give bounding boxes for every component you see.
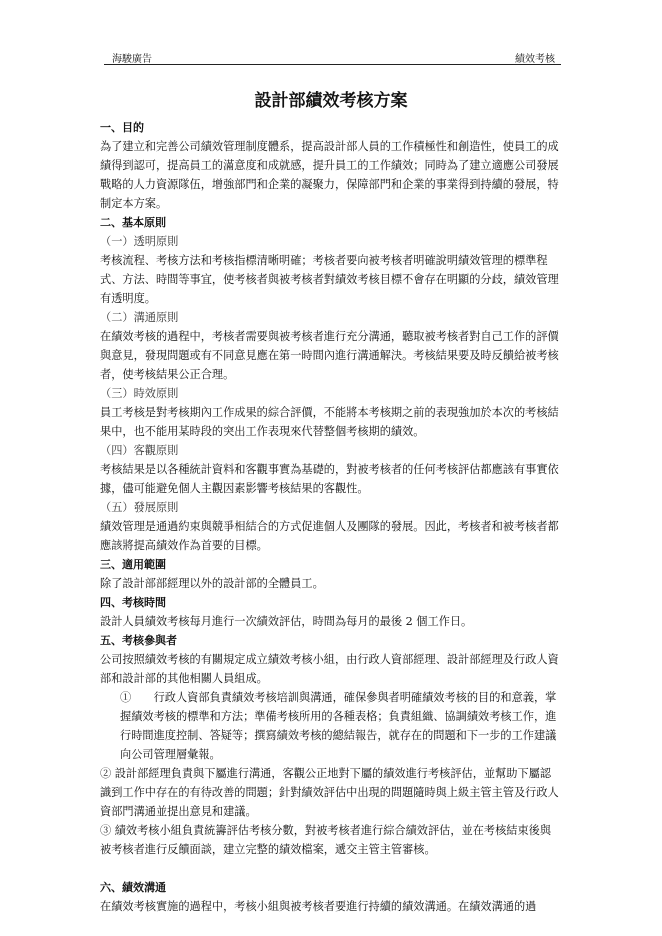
document-title: 設計部績效考核方案 <box>254 91 408 111</box>
section-heading-participants: 五、考核參與者 <box>100 634 177 647</box>
list-item-committee-duties: ③ 績效考核小組負責統籌評估考核分數，對被考核者進行綜合績效評估，並在考核結束後與被考核者進行反饋面談，建立完整的績效檔案，遞交主管主管審核。 <box>100 824 552 856</box>
header-company: 海駿廣告 <box>112 54 152 65</box>
list-item-hr-duties: ① 行政人資部負責績效考核培訓與溝通，確保參與者明確績效考核的目的和意義，掌握績效考核的標準和方法；準備考核所用的各種表格；負責組織、協調績效考核工作，進行時間進度控制、答疑等；撰寫績效考核的總結報告，就存在的問題和下一步的工作建議向公司管理層彙報。 <box>120 691 557 761</box>
paragraph-timing: 設計人員績效考核每月進行一次績效評估，時間為每月的最後 2 個工作日。 <box>100 615 473 628</box>
paragraph-timeliness: 員工考核是對考核期內工作成果的綜合評價，不能將本考核期之前的表現強加於本次的考核結果中，也不能用某時段的突出工作表現來代替整個考核期的績效。 <box>100 406 559 438</box>
header-doc-type: 績效考核 <box>515 54 555 65</box>
section-heading-communication: 六、績效溝通 <box>100 881 166 894</box>
paragraph-participants: 公司按照績效考核的有關規定成立績效考核小組，由行政人資部經理、設計部經理及行政人資部和設計部的其他相關人員組成。 <box>100 653 559 685</box>
spacer <box>100 859 562 878</box>
paragraph-development: 績效管理是通過約束與競爭相結合的方式促進個人及團隊的發展。因此，考核者和被考核者都應該將提高績效作為首要的目標。 <box>100 520 559 552</box>
section-heading-principles: 二、基本原則 <box>100 216 166 229</box>
paragraph-scope: 除了設計部部經理以外的設計部的全體員工。 <box>100 577 324 590</box>
paragraph-communication: 在績效考核的過程中，考核者需要與被考核者進行充分溝通，聽取被考核者對自己工作的評價與意見，發現問題或有不同意見應在第一時間內進行溝通解決。考核結果要及時反饋給被考核者，使考核結果公正合理。 <box>100 330 559 381</box>
paragraph-transparency: 考核流程、考核方法和考核指標清晰明確；考核者要向被考核者明確說明績效管理的標準程式、方法、時間等事宜，使考核者與被考核者對績效考核目標不會存在明顯的分歧，績效管理有透明度。 <box>100 254 559 305</box>
paragraph-objectivity: 考核結果是以各種統計資料和客觀事實為基礎的，對被考核者的任何考核評估都應該有事實依據，儘可能避免個人主觀因素影響考核結果的客觀性。 <box>100 463 559 495</box>
document-body <box>100 88 562 916</box>
section-heading-purpose: 一、目的 <box>100 121 144 134</box>
subheading-timeliness: （三）時效原則 <box>100 387 179 400</box>
subheading-communication: （二）溝通原則 <box>100 311 179 324</box>
section-heading-timing: 四、考核時間 <box>100 596 166 609</box>
paragraph-purpose: 為了建立和完善公司績效管理制度體系，提高設計部人員的工作積極性和創造性，使員工的成績得到認可，提高員工的滿意度和成就感，提升員工的工作績效；同時為了建立適應公司發展戰略的人力資源隊伍，增強部門和企業的凝聚力，保障部門和企業的事業得到持續的發展，特制定本方案。 <box>100 140 559 210</box>
page-header <box>104 48 561 65</box>
subheading-objectivity: （四）客觀原則 <box>100 444 179 457</box>
subheading-transparency: （一）透明原則 <box>100 235 179 248</box>
paragraph-communication-process: 在績效考核實施的過程中，考核小組與被考核者要進行持續的績效溝通。在績效溝通的過 <box>100 900 537 913</box>
list-item-manager-duties: ② 設計部經理負責與下屬進行溝通，客觀公正地對下屬的績效進行考核評估，並幫助下屬認識到工作中存在的有待改善的問題；針對績效評估中出現的問題隨時與上級主管主管及行政人資部門溝通並提出意見和建議。 <box>100 767 559 818</box>
section-heading-scope: 三、適用範圍 <box>100 558 166 571</box>
subheading-development: （五）發展原則 <box>100 501 179 514</box>
